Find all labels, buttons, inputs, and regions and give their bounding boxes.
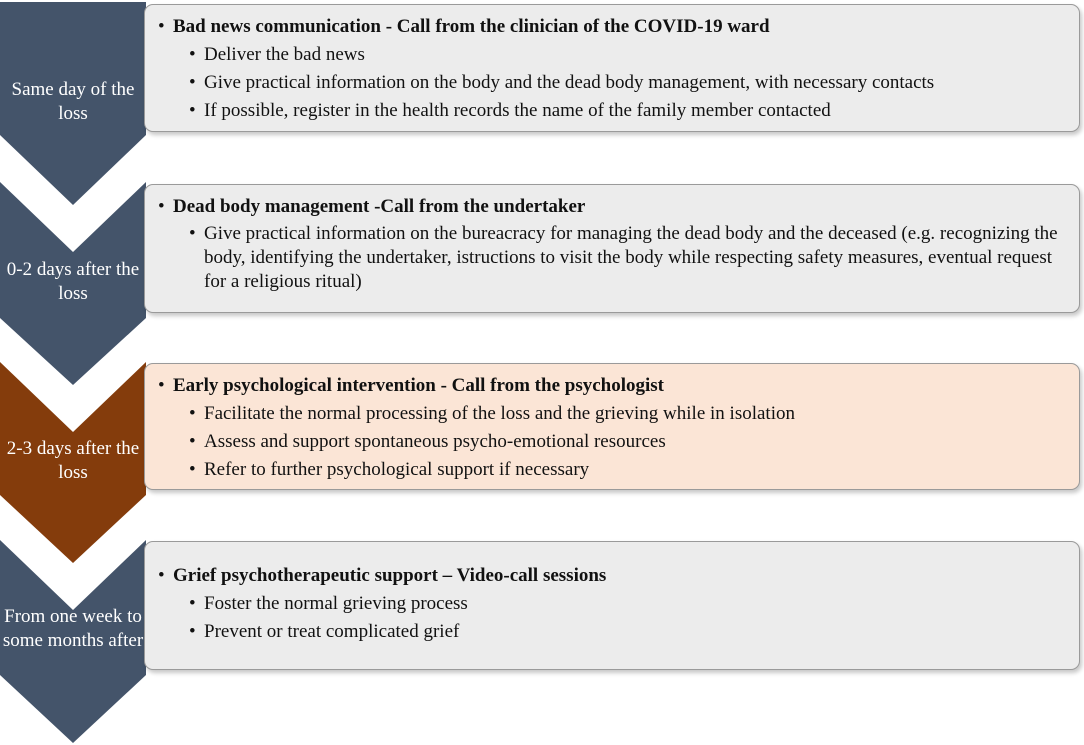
stage-1-list [157, 42, 1067, 123]
stage-2-list [157, 222, 1067, 294]
stage-4-list [157, 591, 1067, 644]
stage-4-box [144, 541, 1080, 670]
stage-2-label: 0-2 days after the loss [6, 259, 140, 304]
list-item: • Prevent or treat complicated grief [189, 619, 1067, 644]
stage-4-title: • Grief psychotherapeutic support – Video-call sessions [157, 564, 1067, 588]
stage-1-box [144, 4, 1080, 132]
list-item: • Assess and support spontaneous psycho-emotional resources [189, 429, 1067, 454]
stage-2-box [144, 184, 1080, 313]
stage-1-title: • Bad news communication - Call from the clinician of the COVID-19 ward [157, 15, 1067, 39]
list-item: • Foster the normal grieving process [189, 591, 1067, 616]
list-item: • If possible, register in the health records the name of the family member contacted [189, 98, 1067, 123]
stage-3-list [157, 401, 1067, 482]
stage-4-label: From one week to some months after [2, 606, 144, 651]
list-item: • Give practical information on the body and the dead body management, with necessary contacts [189, 70, 1067, 95]
list-item: • Facilitate the normal processing of the loss and the grieving while in isolation [189, 401, 1067, 426]
stage-2-title: • Dead body management -Call from the undertaker [157, 195, 1067, 219]
stage-3-label: 2-3 days after the loss [6, 438, 140, 483]
stage-1-label: Same day of the loss [11, 79, 135, 124]
list-item: • Refer to further psychological support if necessary [189, 457, 1067, 482]
list-item: • Give practical information on the bureacracy for managing the dead body and the deceased (e.g. recognizing the body, identifying the undertaker, istructions to visit the body while respecting safety measures, eventual request for a religious ritual) [189, 222, 1067, 294]
stage-3-title: • Early psychological intervention - Call from the psychologist [157, 374, 1067, 398]
stage-3-box [144, 363, 1080, 490]
list-item: • Deliver the bad news [189, 42, 1067, 67]
